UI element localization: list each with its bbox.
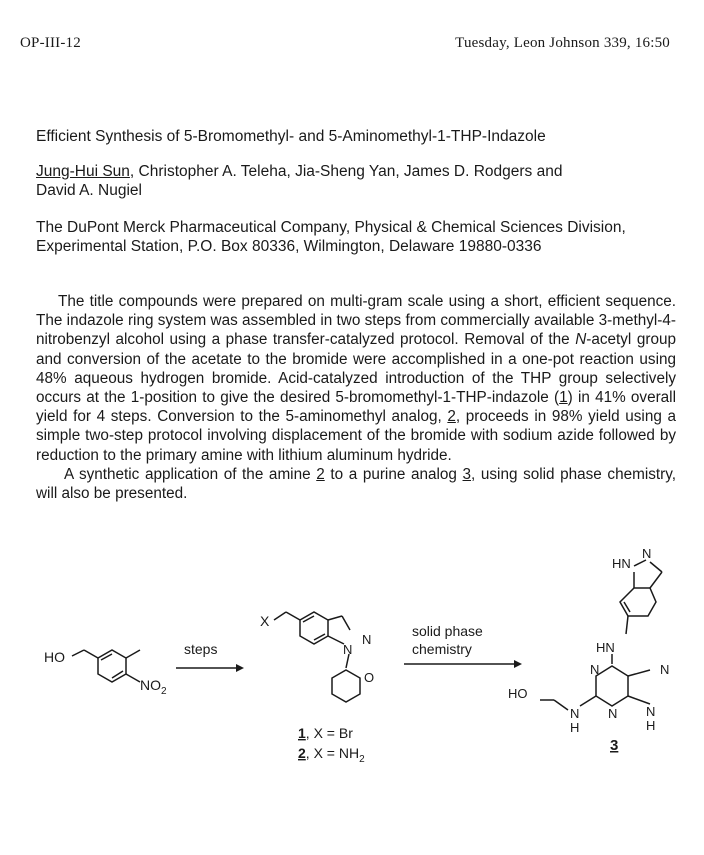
product-n7-label: N (660, 662, 670, 677)
intermediate-n1-label: N (343, 642, 353, 657)
product-n3-label: N (608, 706, 618, 721)
affiliation: The DuPont Merck Pharmaceutical Company, Physical & Chemical Sciences Division, Experimental Station, P.O. Box 80336, Wilmington, Delaware 19880-0336 (36, 219, 626, 255)
product-nh-n-label: N (570, 706, 580, 721)
abstract (36, 292, 676, 503)
product-n9-hydrogen-label: H (646, 718, 656, 733)
intermediate-structure (260, 612, 374, 765)
arrow-2-label-line1: solid phase (412, 623, 483, 639)
intermediate-x-label: X (260, 613, 270, 629)
compound-ref-1: 1 (559, 389, 568, 407)
presenting-author: Jung-Hui Sun (36, 163, 130, 180)
product-indazole-nh-label: HN (612, 556, 631, 571)
abstract-paragraph-1: The title compounds were prepared on multi-gram scale using a short, efficient sequence. The indazole ring system was assembled in two steps from commercially available 3-methyl-4-nitrobenzyl alcohol using a phase transfer-catalyzed protocol. Removal of the N-acetyl group and conversion of the acetate to the bromide were accomplished in a one-pot reaction using 48% aqueous hydrogen bromide. Acid-catalyzed introduction of the THP group selectively occurs at the 1-position to give the desired 5-bromomethyl-1-THP-indazole (1) in 41% overall yield for 4 steps. Conversion to the 5-aminomethyl analog, 2, proceeds in 98% yield using a simple two-step protocol involving displacement of the bromide with sodium azide followed by reduction to the primary amine with lithium aluminum hydride. (36, 293, 676, 464)
product-indazole-n-label: N (642, 546, 652, 561)
product-n9-label: N (646, 704, 656, 719)
reaction-scheme (0, 530, 704, 850)
paper-title: Efficient Synthesis of 5-Bromomethyl- and 5-Aminomethyl-1-THP-Indazole (36, 128, 546, 145)
co-authors-line2: David A. Nugiel (36, 182, 142, 199)
arrow-1-label: steps (184, 641, 218, 657)
arrow-2-label-line2: chemistry (412, 641, 472, 657)
starting-material-structure (44, 649, 167, 697)
intermediate-thp-oxygen-label: O (364, 670, 375, 685)
sm-nitro-label: $NO_2$ (140, 677, 167, 697)
compound-ref-2b: 2 (316, 465, 325, 483)
compound-3-caption: 3 (610, 737, 619, 754)
author-list (36, 162, 676, 200)
abstract-paragraph-2: A synthetic application of the amine 2 to a purine analog 3, using solid phase chemistry, will also be presented. (36, 465, 676, 503)
product-structure (508, 546, 669, 754)
session-code: OP-III-12 (20, 35, 81, 51)
compound-ref-3: 3 (462, 465, 472, 483)
sm-hydroxyl-label: HO (44, 649, 65, 665)
product-hydroxyl-label: HO (508, 686, 528, 701)
intermediate-n2-label: N (362, 632, 372, 647)
session-info: Tuesday, Leon Johnson 339, 16:50 (455, 35, 670, 51)
compound-ref-2: 2 (447, 408, 456, 426)
co-authors: , Christopher A. Teleha, Jia-Sheng Yan, James D. Rodgers and (129, 163, 563, 180)
product-n1-label: N (590, 662, 600, 677)
product-amine-nh-label: HN (596, 640, 615, 655)
compound-1-caption: 1, X = Br (298, 725, 353, 741)
product-nh-h-label: H (570, 720, 580, 735)
compound-2-caption: 2, $X = NH_2$ (298, 745, 365, 765)
